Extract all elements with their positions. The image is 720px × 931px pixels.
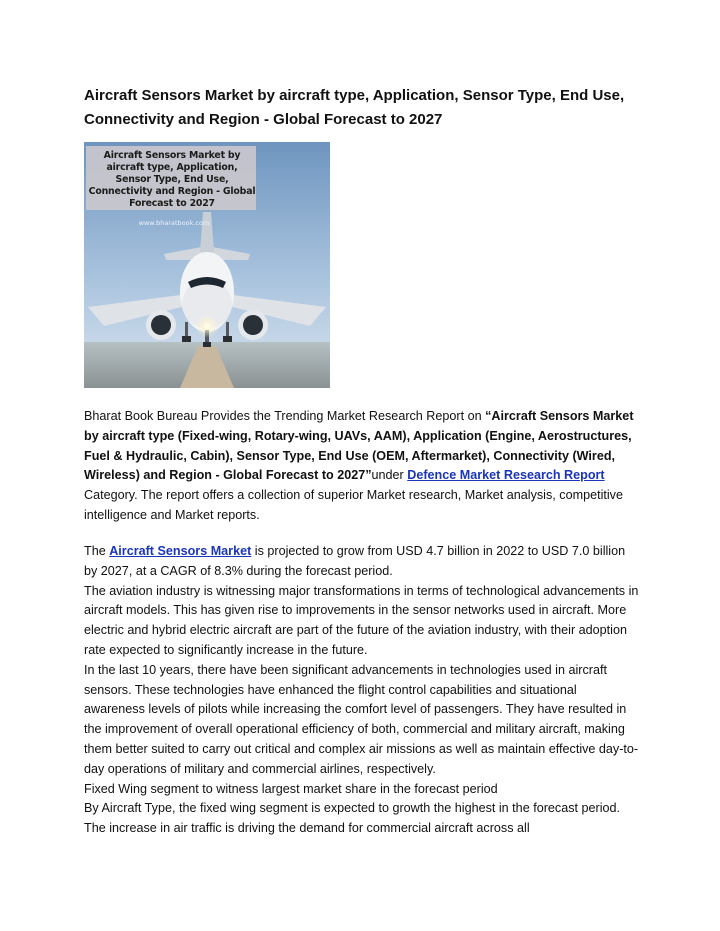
growth-text: is projected to grow from USD 4.7 billion in 2022 to USD 7.0 billion by 2027, at a CAGR of 8.3% during the forecast period. [84, 544, 626, 578]
body-text [84, 542, 640, 839]
intro-paragraph [84, 407, 640, 526]
aviation-paragraph: The aviation industry is witnessing major transformations in terms of technological advancements in aircraft models. This has given rise to improvements in the sensor networks used in aircraft. More electric and hybrid electric aircraft are part of the future of the aviation industry, with their adoption rate expected to significantly increase in the future. [84, 583, 639, 657]
intro-lead: Bharat Book Bureau Provides the Trending Market Research Report on [84, 409, 486, 423]
cover-title: Aircraft Sensors Market by aircraft type, Application, Sensor Type, End Use, Connectivity and Region - Global Forecast to 2027 [88, 150, 256, 209]
growth-the: The [84, 544, 110, 558]
last-10-years-paragraph: In the last 10 years, there have been significant advancements in technologies used in aircraft sensors. These technologies have enhanced the flight control capabilities and situational awareness levels of pilots while increasing the comfort level of passengers. They have resulted in the improvement of overall operational efficiency of both, commercial and military aircraft, making them better suited to carry out critical and complex air missions as well as maintain effective day-to-day operations of military and commercial airlines, respectively. [84, 662, 639, 776]
growth-paragraph [84, 542, 640, 582]
aircraft-sensors-market-link[interactable]: Aircraft Sensors Market [109, 544, 252, 558]
fixed-wing-heading: Fixed Wing segment to witness largest market share in the forecast period [84, 781, 498, 796]
document-title: Aircraft Sensors Market by aircraft type, Application, Sensor Type, End Use, Connectivity and Region - Global Forecast to 2027 [84, 87, 625, 128]
defence-market-link[interactable]: Defence Market Research Report [407, 468, 605, 483]
report-cover-image [84, 142, 330, 388]
intro-under: under [371, 468, 408, 483]
report-name: “Aircraft Sensors Market by aircraft type (Fixed-wing, Rotary-wing, UAVs, AAM), Application (Engine, Aerostructures, Fuel & Hydraulic, Cabin), Sensor Type, End Use (OEM, Aftermarket), Connectivity (Wired, Wireless) and Region - Global Forecast to 2027” [84, 409, 634, 483]
cover-url: www.bharatbook.com [138, 219, 210, 227]
fixed-wing-paragraph: By Aircraft Type, the fixed wing segment is expected to growth the highest in the forecast period. The increase in air traffic is driving the demand for commercial aircraft across all [84, 801, 620, 836]
intro-tail: Category. The report offers a collection of superior Market research, Market analysis, competitive intelligence and Market reports. [84, 488, 623, 522]
